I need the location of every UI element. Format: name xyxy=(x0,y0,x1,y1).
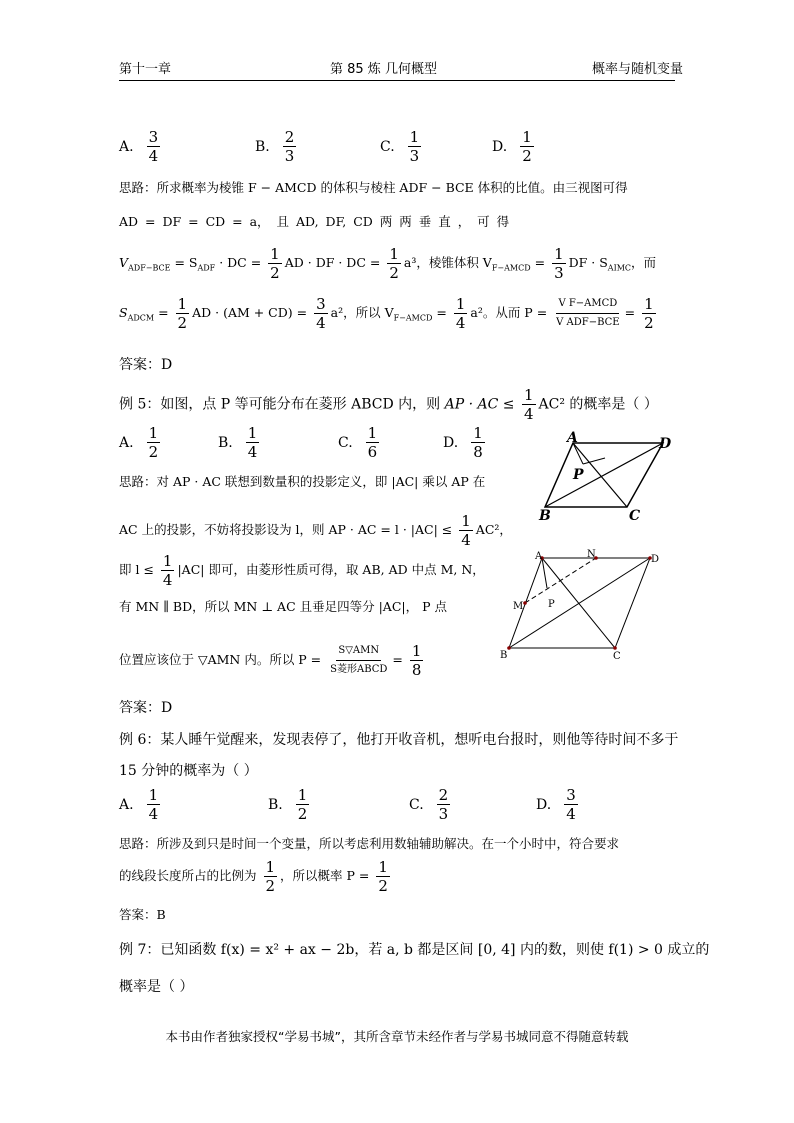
header-rule xyxy=(119,80,675,81)
q5-solution-line5: 位置应该位于 ▽AMN 内。所以 P = $\frac{\text{S▽AMN}}{\text{S菱形ABCD}}$ = $\frac{1}{8}$ xyxy=(119,642,422,679)
q5-solution-line1: 思路：对 AP · AC 联想到数量积的投影定义，即 |AC| 乘以 AP 在 xyxy=(119,474,486,489)
q5-answer: 答案：D xyxy=(119,700,173,716)
label2-b: B xyxy=(500,650,508,661)
diagonal2-bd xyxy=(509,558,650,648)
point-c xyxy=(613,646,617,650)
q4-answer: 答案：D xyxy=(119,357,173,373)
q6-stem-line1: 例 6：某人睡午觉醒来，发现表停了，他打开收音机，想听电台报时，则他等待时间不多于 xyxy=(119,732,679,748)
label2-m: M xyxy=(513,601,524,612)
q4-solution-line1: 思路：所求概率为棱锥 F − AMCD 的体积与棱柱 ADF − BCE 体积的比值。由三视图可得 xyxy=(119,180,628,195)
q5-stem: 例 5：如图，点 P 等可能分布在菱形 ABCD 内，则 AP · AC ≤ $\frac{1}{4}$ AC² 的概率是（ ） xyxy=(119,386,658,423)
segment-mn-dashed xyxy=(525,558,596,603)
label2-c: C xyxy=(613,651,621,662)
q5-option-c: C. $\frac{1}{6}$ xyxy=(338,424,378,461)
label-p: P xyxy=(573,467,584,483)
rhombus-figure xyxy=(535,430,675,520)
q7-stem-line1: 例 7：已知函数 f(x) = x² + ax − 2b，若 a, b 都是区间 [0, 4] 内的数，则使 f(1) > 0 成立的 xyxy=(119,942,710,958)
label-d: D xyxy=(659,436,672,452)
point-m xyxy=(523,601,527,605)
q6-option-a: A. $\frac{1}{4}$ xyxy=(119,786,159,823)
q6-solution-line2: 的线段长度所占的比例为 $\frac{1}{2}$ ，所以概率 P = $\frac{1}{2}$ xyxy=(119,858,388,895)
q6-option-b: B. $\frac{1}{2}$ xyxy=(268,786,308,823)
footer-copyright: 本书由作者独家授权“学易书城”，其所含章节未经作者与学易书城同意不得随意转载 xyxy=(165,1029,629,1044)
label-c: C xyxy=(629,508,641,520)
q5-solution-line2: AC 上的投影，不妨将投影设为 l，则 AP · AC = l · |AC| ≤ $\frac{1}{4}$ AC²， xyxy=(119,512,512,549)
q4-solution-line3: $V_{ADF-BCE} = S_{ADF}$ · DC = $\frac{1}{2}$ AD · DF · DC = $\frac{1}{2}$ a³，棱锥体积 $V_{F-AMCD}$ = $\frac{1}{3}$ DF · $S_{AIMC}$，而 xyxy=(119,245,657,282)
label-b: B xyxy=(539,508,551,520)
q4-solution-line4: $S_{ADCM}$ = $\frac{1}{2}$ AD · (AM + CD) = $\frac{3}{4}$ a²，所以 $V_{F-AMCD}$ = $\frac{1}{4}$ a²。从而 P = $\frac{\text{V F−AMCD}}{\text{V ADF−BCE}}$ = $\frac{1}{2}$ xyxy=(119,295,654,332)
q7-stem-line2: 概率是（ ） xyxy=(119,979,194,995)
q6-option-c: C. $\frac{2}{3}$ xyxy=(409,786,449,823)
q6-stem-line2: 15 分钟的概率为（ ） xyxy=(119,763,258,779)
q5-solution-line4: 有 MN ∥ BD，所以 MN ⊥ AC 且垂足四等分 |AC|， P 点 xyxy=(119,599,447,614)
q6-answer: 答案：B xyxy=(119,907,166,922)
q4-option-b: B. $\frac{2}{3}$ xyxy=(255,128,295,165)
q6-solution-line1: 思路：所涉及到只是时间一个变量，所以考虑利用数轴辅助解决。在一个小时中，符合要求 xyxy=(119,836,620,851)
q4-solution-line2: AD = DF = CD = a， 且 AD, DF, CD 两 两 垂 直 ， 可 得 xyxy=(119,214,510,229)
q5-option-b: B. $\frac{1}{4}$ xyxy=(218,424,258,461)
header-topic: 概率与随机变量 xyxy=(592,62,684,77)
label2-p: P xyxy=(548,599,555,610)
q5-solution-line3: 即 l ≤ $\frac{1}{4}$ |AC| 即可，由菱形性质可得，取 AB, AD 中点 M, N， xyxy=(119,552,485,589)
label2-d: D xyxy=(651,554,660,565)
label-a: A xyxy=(567,430,578,446)
q6-option-d: D. $\frac{3}{4}$ xyxy=(536,786,576,823)
q4-option-a: A. $\frac{3}{4}$ xyxy=(119,128,159,165)
header-lesson: 第 85 炼 几何概型 xyxy=(330,62,437,77)
q4-option-c: C. $\frac{1}{3}$ xyxy=(380,128,420,165)
header-chapter: 第十一章 xyxy=(119,62,172,77)
q5-option-a: A. $\frac{1}{2}$ xyxy=(119,424,159,461)
point-b xyxy=(507,646,511,650)
q4-option-d: D. $\frac{1}{2}$ xyxy=(492,128,532,165)
label2-n: N xyxy=(587,549,596,560)
rhombus-midpoint-figure xyxy=(495,548,665,663)
q5-option-d: D. $\frac{1}{8}$ xyxy=(443,424,483,461)
label2-a: A xyxy=(535,551,543,562)
